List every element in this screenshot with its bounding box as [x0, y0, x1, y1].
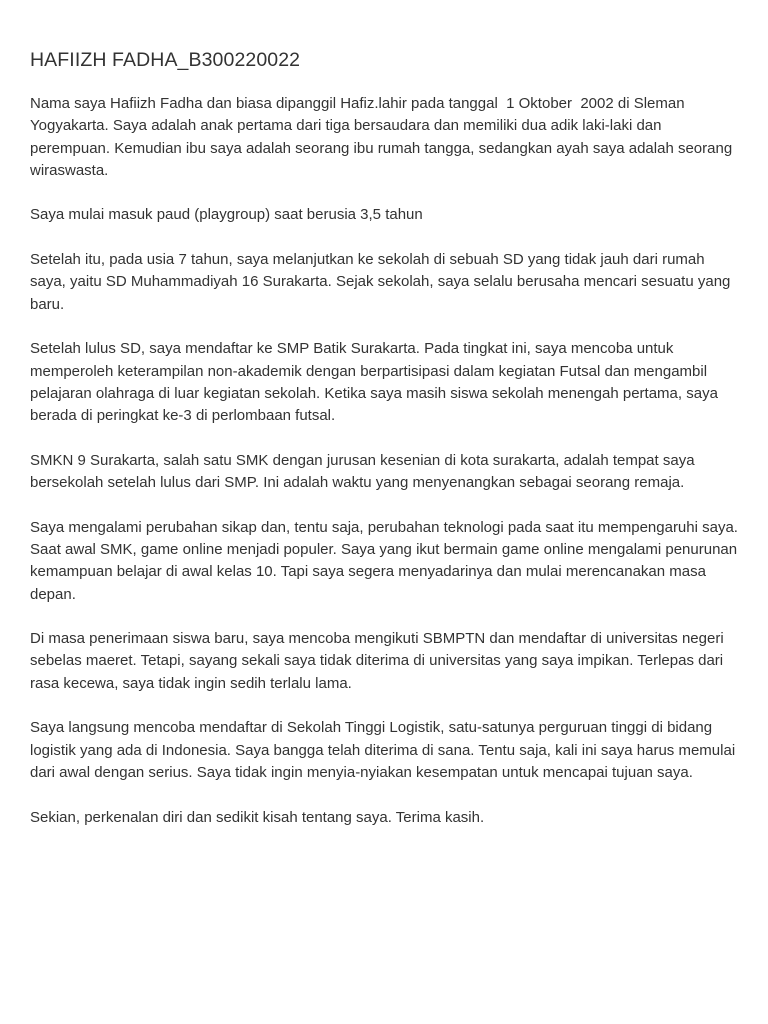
document-title: HAFIIZH FADHA_B300220022	[30, 49, 301, 71]
paragraph-closing: Sekian, perkenalan diri dan sedikit kisah tentang saya. Terima kasih.	[30, 808, 485, 826]
paragraph-intro: Nama saya Hafiizh Fadha dan biasa dipanggil Hafiz.lahir pada tanggal 1 Oktober 2002 di Sleman Yogyakarta. Saya adalah anak pertama dari tiga bersaudara dan memiliki dua adik laki-laki dan perempuan. Kemudian ibu saya adalah seorang ibu rumah tangga, sedangkan ayah saya adalah seorang wiraswasta.	[30, 95, 737, 179]
document-page	[30, 47, 742, 851]
paragraph-change: Saya mengalami perubahan sikap dan, tentu saja, perubahan teknologi pada saat itu mempengaruhi saya. Saat awal SMK, game online menjadi populer. Saya yang ikut bermain game online mengalami penurunan kemampuan belajar di awal kelas 10. Tapi saya segera menyadarinya dan mulai merencanakan masa depan.	[30, 518, 743, 603]
paragraph-sbmptn: Di masa penerimaan siswa baru, saya mencoba mengikuti SBMPTN dan mendaftar di universitas negeri sebelas maeret. Tetapi, sayang sekali saya tidak diterima di universitas yang saya impikan. Terlepas dari rasa kecewa, saya tidak ingin sedih terlalu lama.	[30, 630, 728, 692]
paragraph-smk: SMKN 9 Surakarta, salah satu SMK dengan jurusan kesenian di kota surakarta, adalah tempat saya bersekolah setelah lulus dari SMP. Ini adalah waktu yang menyenangkan sebagai seorang remaja.	[30, 451, 699, 492]
paragraph-smp: Setelah lulus SD, saya mendaftar ke SMP Batik Surakarta. Pada tingkat ini, saya mencoba untuk memperoleh keterampilan non-akademik dengan berpartisipasi dalam kegiatan Futsal dan mengambil pelajaran olahraga di luar kegiatan sekolah. Ketika saya masih siswa sekolah menengah pertama, saya berada di peringkat ke-3 di perlombaan futsal.	[30, 340, 723, 425]
paragraph-playgroup: Saya mulai masuk paud (playgroup) saat berusia 3,5 tahun	[30, 206, 423, 224]
paragraph-logistics: Saya langsung mencoba mendaftar di Sekolah Tinggi Logistik, satu-satunya perguruan tinggi di bidang logistik yang ada di Indonesia. Saya bangga telah diterima di sana. Tentu saja, kali ini saya harus memulai dari awal dengan serius. Saya tidak ingin menyia-nyiakan kesempatan untuk mencapai tujuan saya.	[30, 719, 740, 781]
paragraph-sd: Setelah itu, pada usia 7 tahun, saya melanjutkan ke sekolah di sebuah SD yang tidak jauh dari rumah saya, yaitu SD Muhammadiyah 16 Surakarta. Sejak sekolah, saya selalu berusaha mencari sesuatu yang baru.	[30, 251, 735, 313]
